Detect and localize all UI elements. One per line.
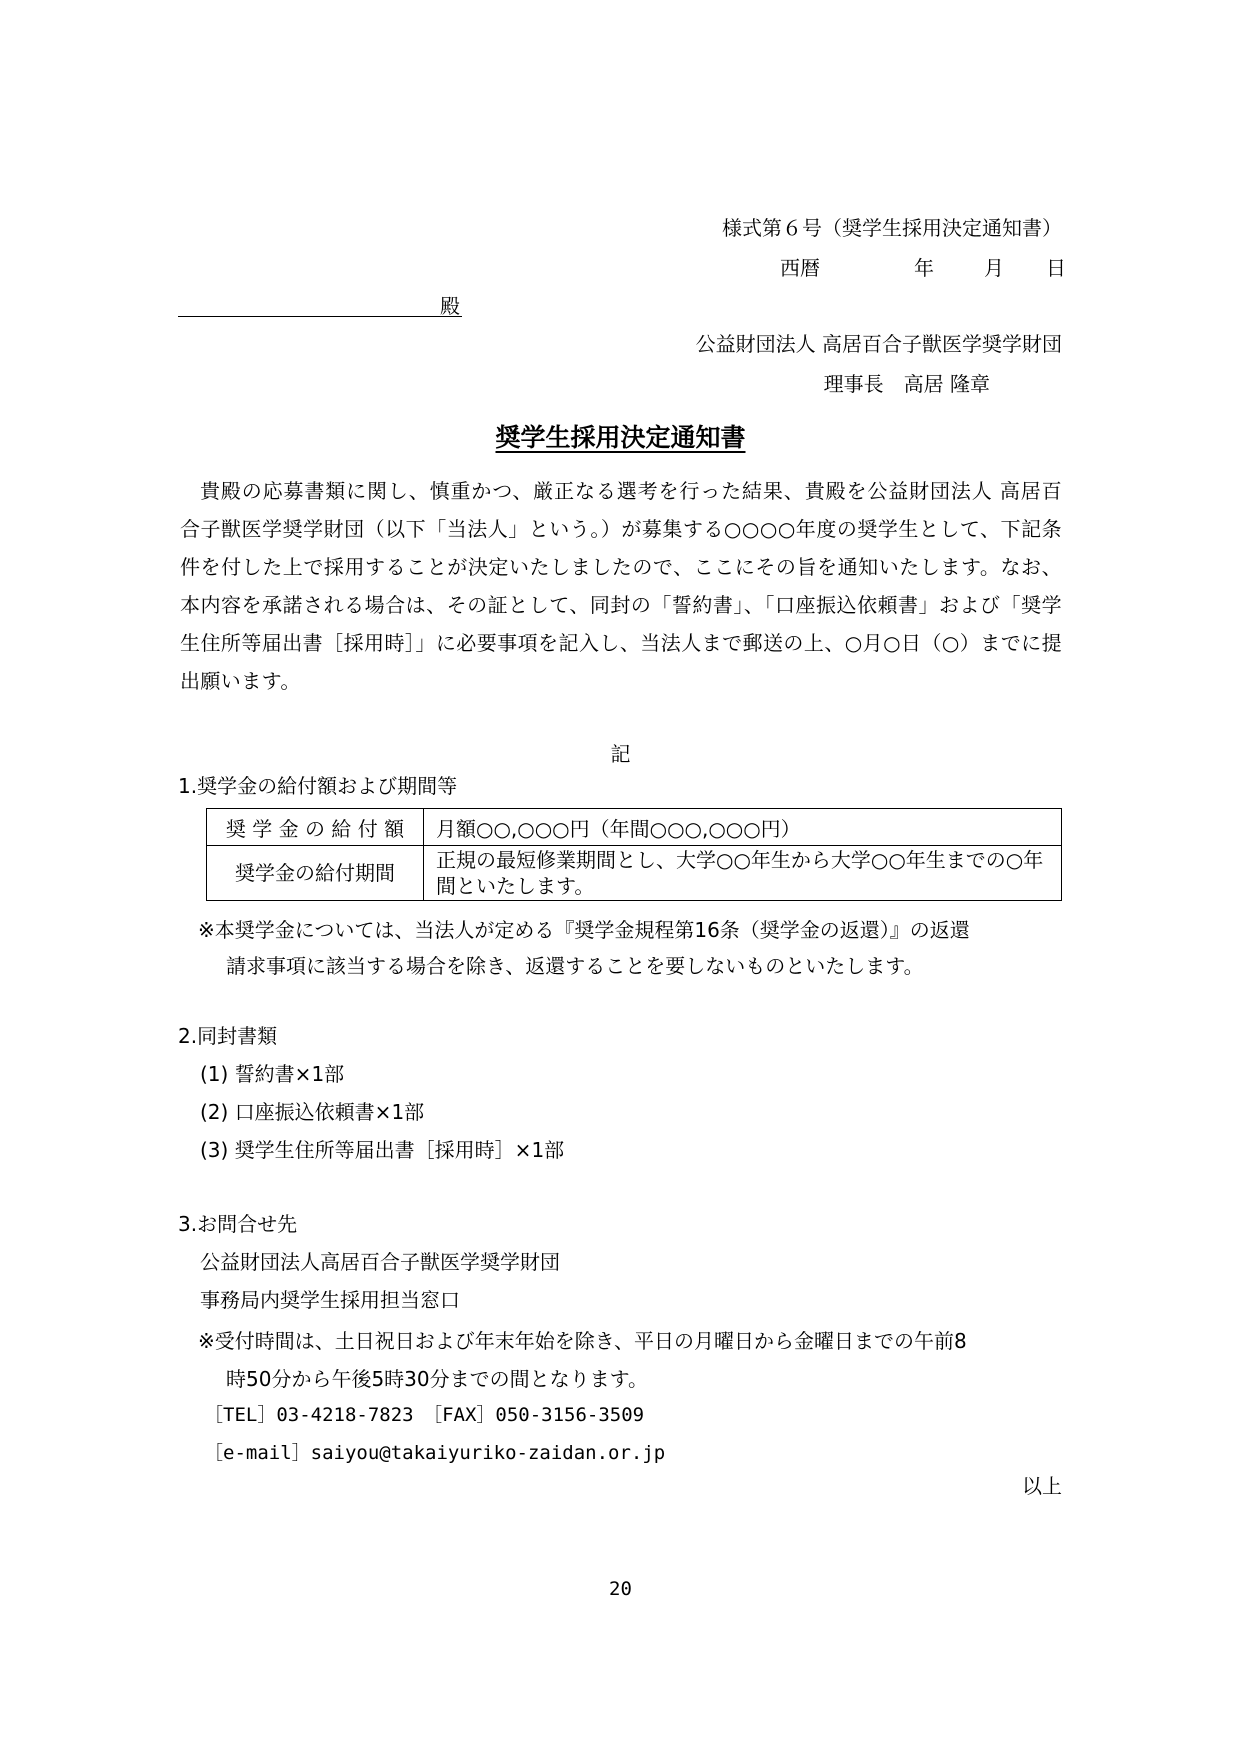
table-row xyxy=(207,846,1062,901)
ki-marker: 記 xyxy=(610,742,631,766)
grant-amount-value: 月額○○,○○○円（年間○○○,○○○円） xyxy=(424,809,1062,846)
repayment-note xyxy=(198,912,1062,984)
page-number: 20 xyxy=(609,1578,632,1600)
date-month: 月 xyxy=(984,256,1004,280)
contact-organization: 公益財団法人高居百合子獣医学奨学財団 xyxy=(200,1250,560,1274)
tel-fax-line: ［TEL］03-4218-7823 ［FAX］050-3156-3509 xyxy=(204,1404,645,1426)
date-era: 西暦 xyxy=(780,256,820,280)
date-year: 年 xyxy=(914,256,934,280)
repayment-note-line-1: ※本奨学金については、当法人が定める『奨学金規程第16条（奨学金の返還）』の返還 xyxy=(198,918,970,942)
repayment-note-line-2: 請求事項に該当する場合を除き、返還することを要しないものといたします。 xyxy=(226,954,924,978)
section-1-heading: 1.奨学金の給付額および期間等 xyxy=(178,774,458,798)
recipient-honorific: 殿 xyxy=(440,294,460,318)
grant-table xyxy=(206,808,1062,901)
closing-mark: 以上 xyxy=(1022,1474,1062,1498)
body-paragraph: 貴殿の応募書類に関し、慎重かつ、厳正なる選考を行った結果、貴殿を公益財団法人 高居百合子獣医学奨学財団（以下「当法人」という。）が募集する○○○○年度の奨学生として、下記条件を付した上で採用することが決定いたしましたので、ここにその旨を通知いたします。なお、本内容を承諾される場合は、その証として、同封の「誓約書」、「口座振込依頼書」および「奨学生住所等届出書［採用時］」に必要事項を記入し、当法人まで郵送の上、○月○日（○）までに提出願います。 xyxy=(180,479,1062,693)
issuer-organization: 公益財団法人 高居百合子獣医学奨学財団 xyxy=(695,332,1062,356)
grant-period-label: 奨学金の給付期間 xyxy=(207,846,424,901)
enclosure-item: (3) 奨学生住所等届出書［採用時］×1部 xyxy=(200,1138,565,1162)
enclosure-item: (2) 口座振込依頼書×1部 xyxy=(200,1100,425,1124)
reception-hours-note xyxy=(198,1322,1062,1398)
email-line: ［e-mail］saiyou@takaiyuriko-zaidan.or.jp xyxy=(204,1442,666,1464)
issuer-person: 理事長 高居 隆章 xyxy=(823,372,990,396)
document-title: 奨学生採用決定通知書 xyxy=(495,423,746,452)
section-2-heading: 2.同封書類 xyxy=(178,1024,278,1048)
grant-period-value: 正規の最短修業期間とし、大学○○年生から大学○○年生までの○年間といたします。 xyxy=(424,846,1062,901)
enclosure-item: (1) 誓約書×1部 xyxy=(200,1062,345,1086)
form-number-label: 様式第６号（奨学生採用決定通知書） xyxy=(722,216,1062,240)
grant-amount-label: 奨 学 金 の 給 付 額 xyxy=(207,809,424,846)
reception-note-line-1: ※受付時間は、土日祝日および年末年始を除き、平日の月曜日から金曜日までの午前8 xyxy=(198,1329,967,1353)
reception-note-line-2: 時50分から午後5時30分までの間となります。 xyxy=(226,1367,649,1391)
section-3-heading: 3.お問合せ先 xyxy=(178,1212,298,1236)
table-row xyxy=(207,809,1062,846)
date-day: 日 xyxy=(1046,256,1066,280)
recipient-name-line xyxy=(178,290,462,317)
contact-office: 事務局内奨学生採用担当窓口 xyxy=(200,1288,460,1312)
